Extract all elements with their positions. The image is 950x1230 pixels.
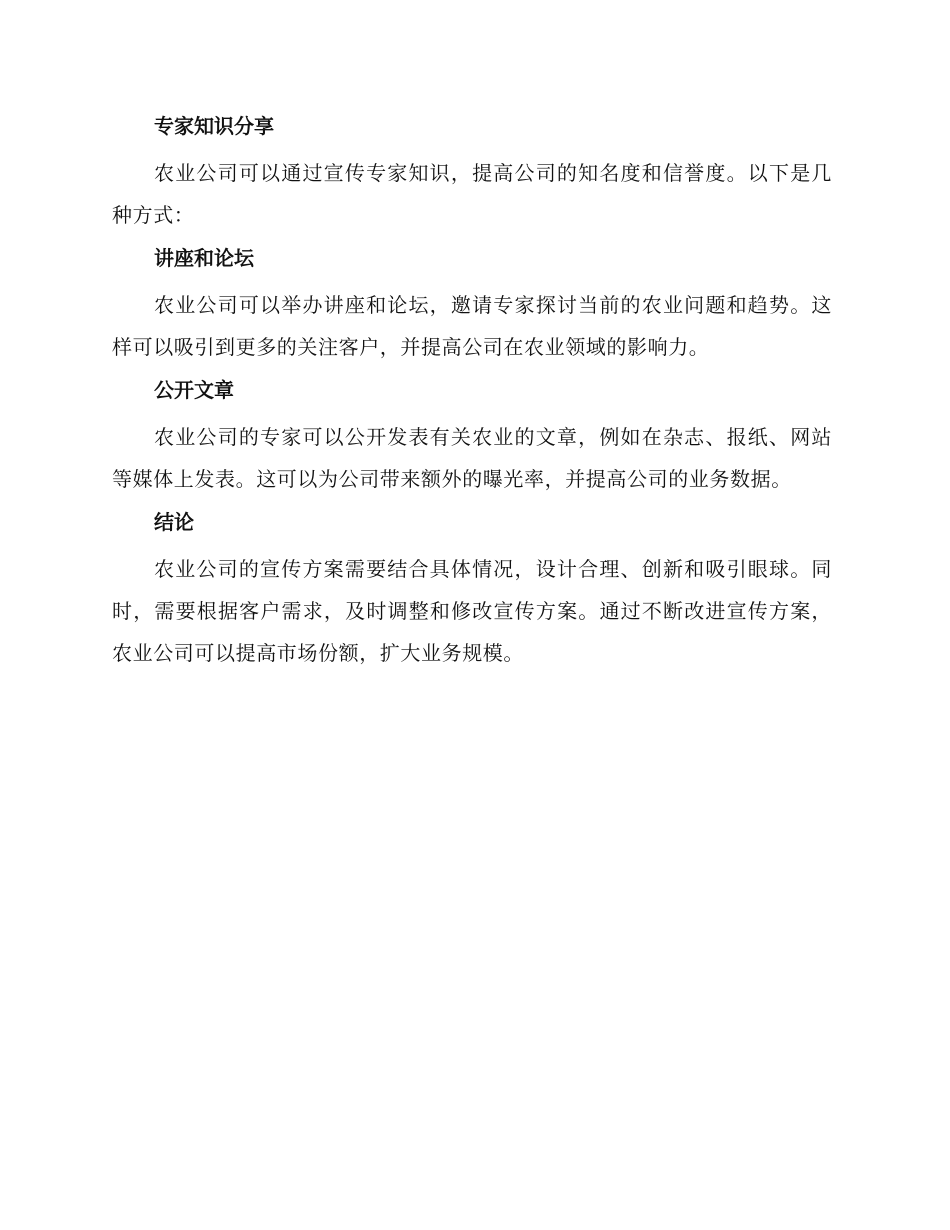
section-heading: 结论	[154, 510, 194, 534]
section-heading: 公开文章	[154, 378, 234, 402]
document-page	[112, 108, 832, 678]
section-public-articles	[112, 372, 832, 500]
section-paragraph: 农业公司可以举办讲座和论坛，邀请专家探讨当前的农业问题和趋势。这样可以吸引到更多的关注客户，并提高公司在农业领域的影响力。	[112, 293, 832, 359]
section-expert-knowledge	[112, 108, 832, 236]
section-heading: 专家知识分享	[154, 114, 274, 138]
section-paragraph: 农业公司可以通过宣传专家知识，提高公司的知名度和信誉度。以下是几种方式：	[112, 161, 832, 227]
section-paragraph: 农业公司的专家可以公开发表有关农业的文章，例如在杂志、报纸、网站等媒体上发表。这可以为公司带来额外的曝光率，并提高公司的业务数据。	[112, 425, 832, 491]
section-heading: 讲座和论坛	[154, 246, 254, 270]
section-lectures-forums	[112, 240, 832, 368]
section-conclusion	[112, 504, 832, 674]
section-paragraph: 农业公司的宣传方案需要结合具体情况，设计合理、创新和吸引眼球。同时，需要根据客户需求，及时调整和修改宣传方案。通过不断改进宣传方案，农业公司可以提高市场份额，扩大业务规模。	[112, 557, 832, 665]
